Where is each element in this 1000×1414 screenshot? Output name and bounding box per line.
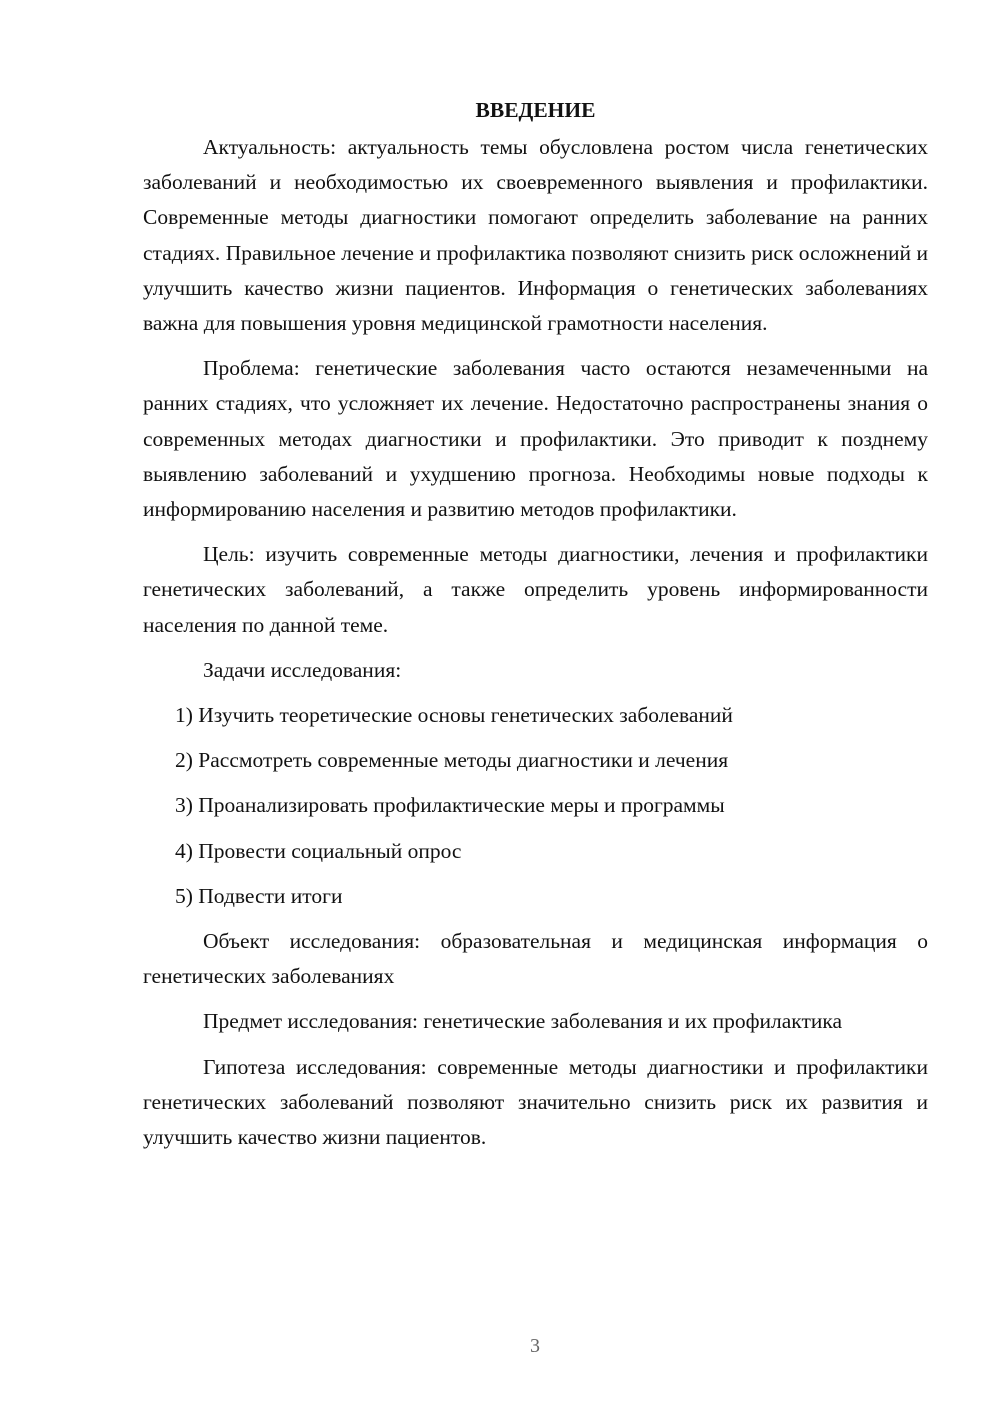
tasks-list [143,698,928,914]
hypothesis-paragraph: Гипотеза исследования: современные методы диагностики и профилактики генетических заболеваний позволяют значительно снизить риск их развития и улучшить качество жизни пациентов. [143,1054,928,1150]
problem-paragraph: Проблема: генетические заболевания часто остаются незамеченными на ранних стадиях, что усложняет их лечение. Недостаточно распространены знания о современных методах диагностики и профилактики. Это приводит к позднему выявлению заболеваний и ухудшению прогноза. Необходимы новые подходы к информированию населения и развитию методов профилактики. [143,356,928,522]
goal-paragraph: Цель: изучить современные методы диагностики, лечения и профилактики генетических заболеваний, а также определить уровень информированности населения по данной теме. [143,542,928,637]
list-item: 3) Проанализировать профилактические меры и программы [175,793,725,818]
object-paragraph: Объект исследования: образовательная и медицинская информация о генетических заболеваниях [143,929,928,989]
list-item: 4) Провести социальный опрос [175,838,462,863]
subject-paragraph: Предмет исследования: генетические заболевания и их профилактика [203,1009,843,1034]
list-item: 5) Подвести итоги [175,883,343,908]
tasks-heading: Задачи исследования: [203,657,402,682]
page-title: ВВЕДЕНИЕ [475,98,596,122]
relevance-paragraph: Актуальность: актуальность темы обусловлена ростом числа генетических заболеваний и необходимостью их своевременного выявления и профилактики. Современные методы диагностики помогают определить заболевание на ранних стадиях. Правильное лечение и профилактика позволяют снизить риск осложнений и улучшить качество жизни пациентов. Информация о генетических заболеваниях важна для повышения уровня медицинской грамотности населения. [143,135,928,336]
page-number: 3 [530,1335,540,1357]
list-item: 2) Рассмотреть современные методы диагностики и лечения [175,748,729,773]
page-content [143,92,928,1155]
list-item: 1) Изучить теоретические основы генетических заболеваний [175,703,733,728]
